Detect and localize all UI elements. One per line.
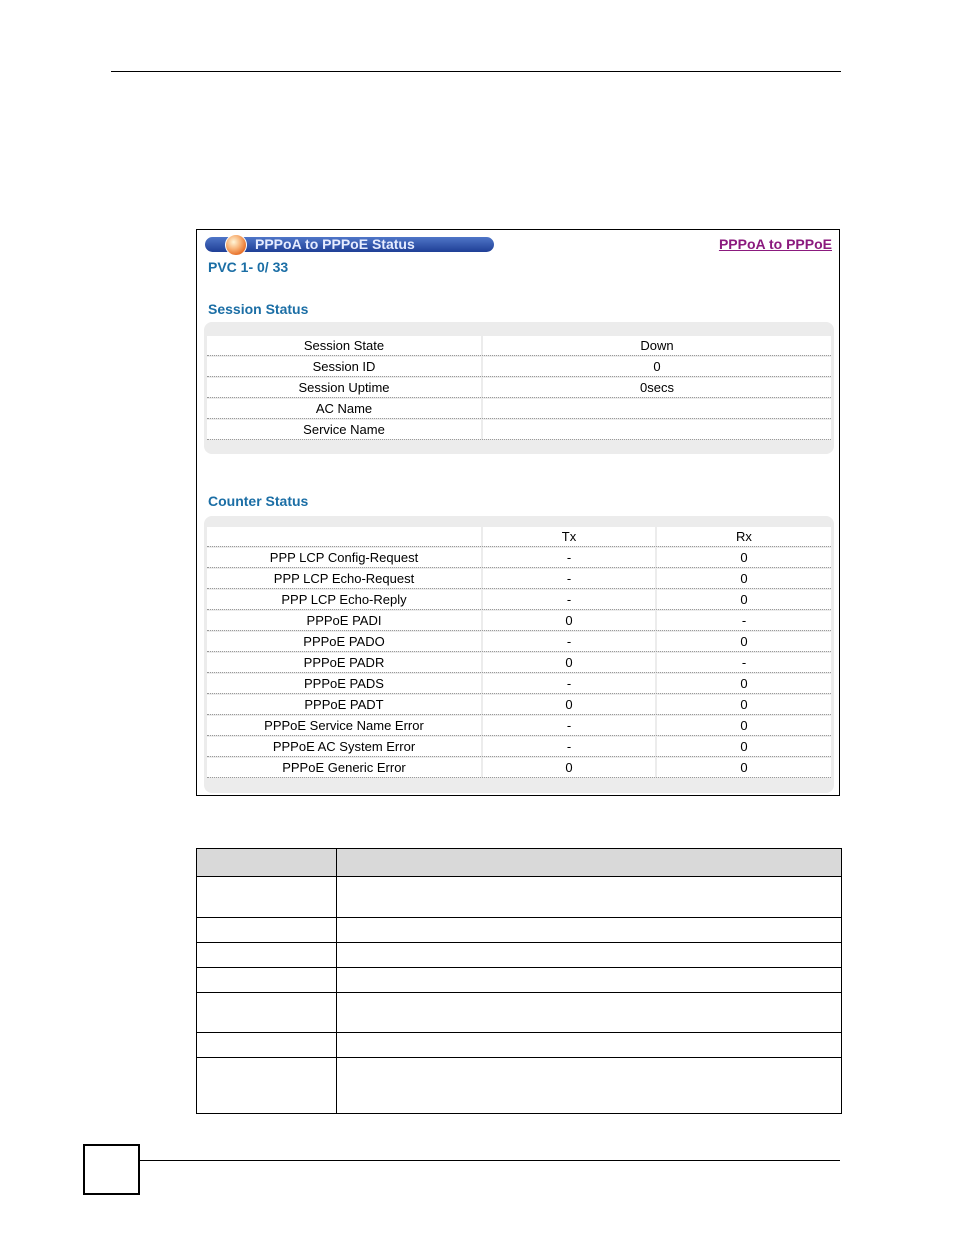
row-rx: 0: [657, 695, 831, 714]
table-header-row: [207, 527, 831, 547]
row-rx: 0: [657, 569, 831, 588]
pvc-label: PVC 1- 0/ 33: [208, 259, 289, 275]
table-cell: [197, 1033, 337, 1058]
row-label: PPPoE AC System Error: [207, 737, 481, 756]
row-tx: -: [483, 632, 655, 651]
header-cell: [197, 849, 337, 877]
row-tx: 0: [483, 758, 655, 777]
row-tx: -: [483, 548, 655, 567]
screen-title: PPPoA to PPPoE Status: [255, 236, 415, 252]
table-cell: [337, 1058, 842, 1114]
header-label: [207, 527, 481, 546]
row-rx: 0: [657, 674, 831, 693]
row-label: PPPoE PADI: [207, 611, 481, 630]
table-row: [207, 420, 831, 440]
table-cell: [197, 943, 337, 968]
row-tx: 0: [483, 611, 655, 630]
header-tx: Tx: [483, 527, 655, 546]
row-rx: 0: [657, 716, 831, 735]
orb-icon: [225, 234, 247, 256]
table-row: [207, 569, 831, 589]
session-status-table: [204, 322, 834, 454]
row-label: PPPoE PADS: [207, 674, 481, 693]
row-label: PPPoE PADR: [207, 653, 481, 672]
session-status-title: Session Status: [208, 301, 309, 317]
table-row: [207, 399, 831, 419]
row-label: PPP LCP Echo-Request: [207, 569, 481, 588]
row-rx: -: [657, 611, 831, 630]
table-row: [207, 632, 831, 652]
table-cell: [337, 993, 842, 1033]
row-label: Service Name: [207, 420, 481, 439]
counter-status-title: Counter Status: [208, 493, 309, 509]
title-bar: [205, 237, 494, 252]
row-label: PPPoE Service Name Error: [207, 716, 481, 735]
row-rx: 0: [657, 632, 831, 651]
row-value: Down: [483, 336, 831, 355]
table-row: [197, 1058, 842, 1114]
table-row: [207, 611, 831, 631]
row-label: PPPoE PADT: [207, 695, 481, 714]
table-row: [197, 943, 842, 968]
row-value: [483, 420, 831, 439]
table-row: [197, 993, 842, 1033]
table-cell: [197, 1058, 337, 1114]
row-rx: 0: [657, 590, 831, 609]
row-tx: -: [483, 737, 655, 756]
table-header-row: [197, 849, 842, 877]
table-cell: [197, 968, 337, 993]
table-row: [207, 336, 831, 356]
row-value: 0: [483, 357, 831, 376]
table-cell: [337, 918, 842, 943]
row-tx: 0: [483, 653, 655, 672]
header-rx: Rx: [657, 527, 831, 546]
table-row: [207, 716, 831, 736]
table-row: [197, 1033, 842, 1058]
footer-rule: [140, 1160, 840, 1161]
row-label: Session Uptime: [207, 378, 481, 397]
counter-status-table: [204, 516, 834, 793]
row-label: Session State: [207, 336, 481, 355]
row-tx: -: [483, 569, 655, 588]
table-row: [207, 737, 831, 757]
row-rx: 0: [657, 548, 831, 567]
table-row: [207, 548, 831, 568]
table-row: [207, 758, 831, 778]
pppoa-to-pppoe-link[interactable]: PPPoA to PPPoE: [718, 236, 832, 252]
page-number-box: [83, 1144, 140, 1195]
row-label: PPPoE PADO: [207, 632, 481, 651]
table-row: [207, 695, 831, 715]
row-value: [483, 399, 831, 418]
row-label: Session ID: [207, 357, 481, 376]
row-tx: -: [483, 674, 655, 693]
table-cell: [337, 968, 842, 993]
row-rx: 0: [657, 758, 831, 777]
row-rx: 0: [657, 737, 831, 756]
row-label: PPPoE Generic Error: [207, 758, 481, 777]
table-cell: [337, 1033, 842, 1058]
table-row: [197, 968, 842, 993]
row-label: PPP LCP Echo-Reply: [207, 590, 481, 609]
table-row: [207, 590, 831, 610]
table-row: [207, 357, 831, 377]
table-cell: [197, 993, 337, 1033]
row-rx: -: [657, 653, 831, 672]
table-row: [207, 378, 831, 398]
table-cell: [197, 918, 337, 943]
header-rule: [111, 71, 841, 72]
table-cell: [197, 877, 337, 918]
row-tx: -: [483, 716, 655, 735]
table-cell: [337, 877, 842, 918]
row-tx: 0: [483, 695, 655, 714]
table-cell: [337, 943, 842, 968]
row-tx: -: [483, 590, 655, 609]
row-value: 0secs: [483, 378, 831, 397]
table-row: [197, 877, 842, 918]
table-row: [197, 918, 842, 943]
table-row: [207, 674, 831, 694]
row-label: AC Name: [207, 399, 481, 418]
description-table: [196, 848, 842, 1114]
header-cell: [337, 849, 842, 877]
table-row: [207, 653, 831, 673]
status-screen: [196, 229, 840, 796]
row-label: PPP LCP Config-Request: [207, 548, 481, 567]
